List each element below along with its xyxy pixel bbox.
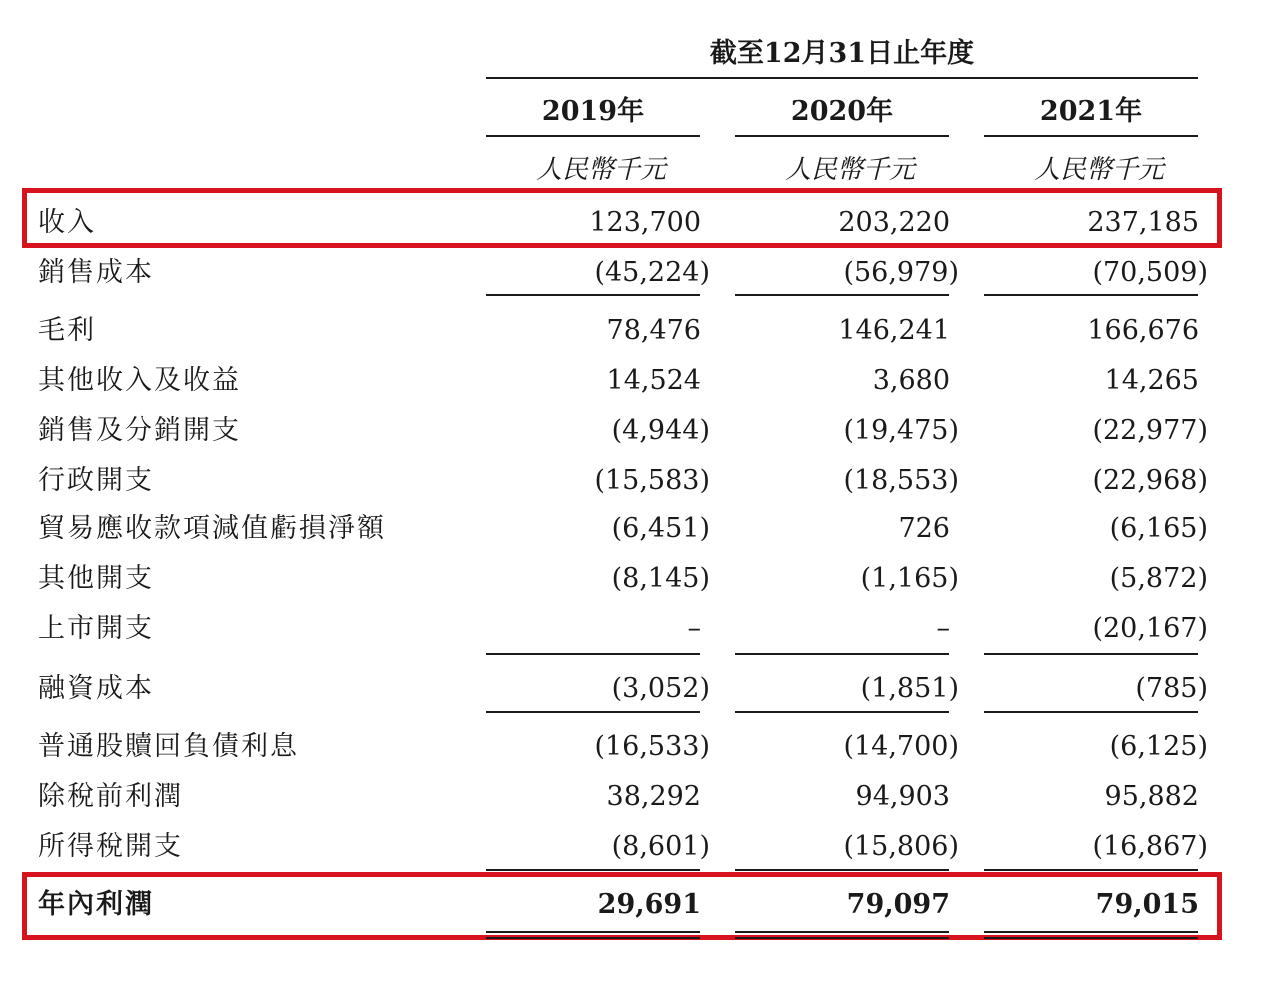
- row-label: [38, 253, 450, 293]
- year-rule: [735, 135, 949, 137]
- value-cell: (1,851): [860, 673, 959, 704]
- row-label: [38, 461, 450, 501]
- value-cell: 3,680: [872, 365, 950, 396]
- year-rule: [486, 135, 700, 137]
- value-cell: 29,691: [597, 889, 701, 920]
- value-cell: 94,903: [855, 781, 950, 812]
- value-cell: 166,676: [1087, 315, 1199, 346]
- row-label: [38, 361, 450, 401]
- row-label: [38, 727, 450, 767]
- row-label-text: 毛利: [38, 315, 96, 346]
- value-cell: (18,553): [843, 465, 959, 496]
- subtotal-rule: [735, 653, 949, 655]
- value-cell: (56,979): [843, 257, 959, 288]
- row-label: [38, 509, 450, 549]
- double-underline: [984, 937, 1198, 939]
- value-cell: (19,475): [843, 415, 959, 446]
- row-label-text: 年內利潤: [38, 889, 154, 920]
- row-label: [38, 827, 450, 867]
- double-underline: [735, 937, 949, 939]
- value-cell: 14,524: [606, 365, 701, 396]
- value-cell: 79,015: [1095, 889, 1199, 920]
- value-cell: (3,052): [611, 673, 710, 704]
- value-cell: 237,185: [1087, 207, 1199, 238]
- leader-dots: [38, 338, 450, 341]
- subtotal-rule: [735, 869, 949, 871]
- double-underline: [486, 937, 700, 939]
- year-header-2020: 2020年: [790, 96, 894, 127]
- row-label-text: 收入: [38, 207, 96, 238]
- row-label: [38, 311, 450, 351]
- row-label-text: 行政開支: [38, 465, 154, 496]
- row-label-text: 普通股贖回負債利息: [38, 731, 299, 762]
- subtotal-rule: [984, 294, 1198, 296]
- value-cell: (15,806): [843, 831, 959, 862]
- subtotal-rule: [486, 653, 700, 655]
- row-label-text: 銷售成本: [38, 257, 154, 288]
- value-cell: (8,601): [611, 831, 710, 862]
- row-label-text: 所得稅開支: [38, 831, 183, 862]
- row-label-text: 除稅前利潤: [38, 781, 183, 812]
- value-cell: 95,882: [1104, 781, 1199, 812]
- row-label: [38, 669, 450, 709]
- subtotal-rule: [735, 711, 949, 713]
- double-underline: [735, 931, 949, 933]
- row-label-text: 其他開支: [38, 563, 154, 594]
- unit-label: 人民幣千元: [535, 155, 666, 185]
- value-cell: (14,700): [843, 731, 959, 762]
- value-cell: 38,292: [606, 781, 701, 812]
- value-cell: 14,265: [1104, 365, 1199, 396]
- value-cell: (6,165): [1109, 513, 1208, 544]
- value-cell: –: [687, 613, 701, 644]
- value-cell: (5,872): [1109, 563, 1208, 594]
- subtotal-rule: [735, 294, 949, 296]
- double-underline: [486, 931, 700, 933]
- period-rule: [486, 77, 1198, 79]
- subtotal-rule: [984, 653, 1198, 655]
- row-label-text: 其他收入及收益: [38, 365, 241, 396]
- value-cell: (4,944): [611, 415, 710, 446]
- value-cell: (16,867): [1092, 831, 1208, 862]
- subtotal-rule: [486, 869, 700, 871]
- value-cell: (6,125): [1109, 731, 1208, 762]
- value-cell: (1,165): [860, 563, 959, 594]
- value-cell: (22,968): [1092, 465, 1208, 496]
- row-label: [38, 559, 450, 599]
- value-cell: (16,533): [594, 731, 710, 762]
- value-cell: (8,145): [611, 563, 710, 594]
- row-label-text: 貿易應收款項減值虧損淨額: [38, 513, 386, 544]
- row-label-text: 銷售及分銷開支: [38, 415, 241, 446]
- value-cell: (70,509): [1092, 257, 1208, 288]
- value-cell: (45,224): [594, 257, 710, 288]
- year-rule: [984, 135, 1198, 137]
- period-header: 截至12月31日止年度: [709, 38, 975, 69]
- highlight-box: [22, 872, 1222, 940]
- subtotal-rule: [984, 711, 1198, 713]
- value-cell: 203,220: [838, 207, 950, 238]
- unit-label: 人民幣千元: [1033, 155, 1164, 185]
- row-label: [38, 609, 450, 649]
- value-cell: (785): [1135, 673, 1208, 704]
- subtotal-rule: [486, 711, 700, 713]
- value-cell: (20,167): [1092, 613, 1208, 644]
- row-label-text: 上市開支: [38, 613, 154, 644]
- value-cell: (15,583): [594, 465, 710, 496]
- highlight-box: [22, 188, 1222, 248]
- year-header-2021: 2021年: [1039, 96, 1143, 127]
- value-cell: –: [936, 613, 950, 644]
- value-cell: (6,451): [611, 513, 710, 544]
- subtotal-rule: [486, 294, 700, 296]
- row-label-text: 融資成本: [38, 673, 154, 704]
- value-cell: 123,700: [589, 207, 701, 238]
- value-cell: 726: [898, 513, 950, 544]
- year-header-2019: 2019年: [541, 96, 645, 127]
- value-cell: 146,241: [838, 315, 950, 346]
- value-cell: 79,097: [846, 889, 950, 920]
- row-label: [38, 777, 450, 817]
- row-label: [38, 411, 450, 451]
- value-cell: 78,476: [606, 315, 701, 346]
- value-cell: (22,977): [1092, 415, 1208, 446]
- subtotal-rule: [984, 869, 1198, 871]
- double-underline: [984, 931, 1198, 933]
- unit-label: 人民幣千元: [784, 155, 915, 185]
